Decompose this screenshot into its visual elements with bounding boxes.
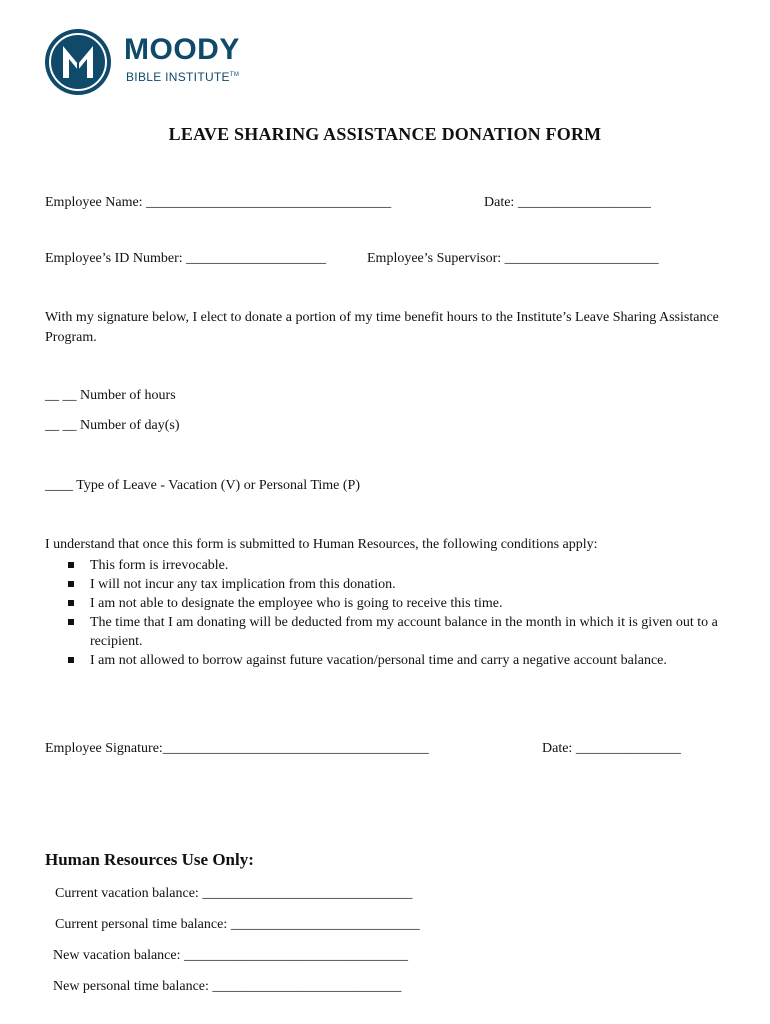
condition-item: I am not allowed to borrow against future vacation/personal time and carry a negative account balance. (68, 651, 728, 670)
conditions-intro: I understand that once this form is submitted to Human Resources, the following conditions apply: (45, 537, 598, 552)
date-top-field[interactable]: Date: ___________________ (484, 195, 651, 210)
moody-m-emblem-icon (44, 28, 112, 96)
new-personal-balance-field[interactable]: New personal time balance: ___________________________ (53, 979, 402, 994)
moody-logo (44, 28, 284, 98)
donation-statement: With my signature below, I elect to donate a portion of my time benefit hours to the Institute’s Leave Sharing Assistance Program. (45, 310, 719, 345)
trademark-mark: TM (229, 72, 240, 78)
logo-name-line2-text: BIBLE INSTITUTE (126, 70, 230, 84)
leave-type-field[interactable]: ____ Type of Leave - Vacation (V) or Personal Time (P) (45, 478, 360, 493)
condition-item: This form is irrevocable. (68, 556, 728, 575)
conditions-list (68, 556, 728, 670)
employee-name-field[interactable]: Employee Name: ___________________________________ (45, 195, 392, 210)
number-of-days-field[interactable]: __ __ Number of day(s) (45, 418, 180, 433)
new-vacation-balance-field[interactable]: New vacation balance: ________________________________ (53, 948, 408, 963)
date-bottom-field[interactable]: Date: _______________ (542, 741, 681, 756)
condition-item: I am not able to designate the employee who is going to receive this time. (68, 594, 728, 613)
employee-signature-field[interactable]: Employee Signature:______________________________________ (45, 741, 429, 756)
hr-section-heading: Human Resources Use Only: (45, 850, 254, 869)
current-personal-balance-field[interactable]: Current personal time balance: ___________________________ (55, 917, 420, 932)
condition-item: I will not incur any tax implication from this donation. (68, 575, 728, 594)
logo-name-line2 (126, 68, 239, 84)
condition-item: The time that I am donating will be deducted from my account balance in the month in which it is given out to a recipient. (68, 613, 728, 651)
employee-id-field[interactable]: Employee’s ID Number: ____________________ (45, 251, 327, 266)
supervisor-field[interactable]: Employee’s Supervisor: ______________________ (367, 251, 659, 266)
form-title: LEAVE SHARING ASSISTANCE DONATION FORM (168, 124, 602, 144)
number-of-hours-field[interactable]: __ __ Number of hours (45, 388, 176, 403)
logo-name-line1: MOODY (124, 33, 240, 66)
current-vacation-balance-field[interactable]: Current vacation balance: ______________________________ (55, 886, 413, 901)
